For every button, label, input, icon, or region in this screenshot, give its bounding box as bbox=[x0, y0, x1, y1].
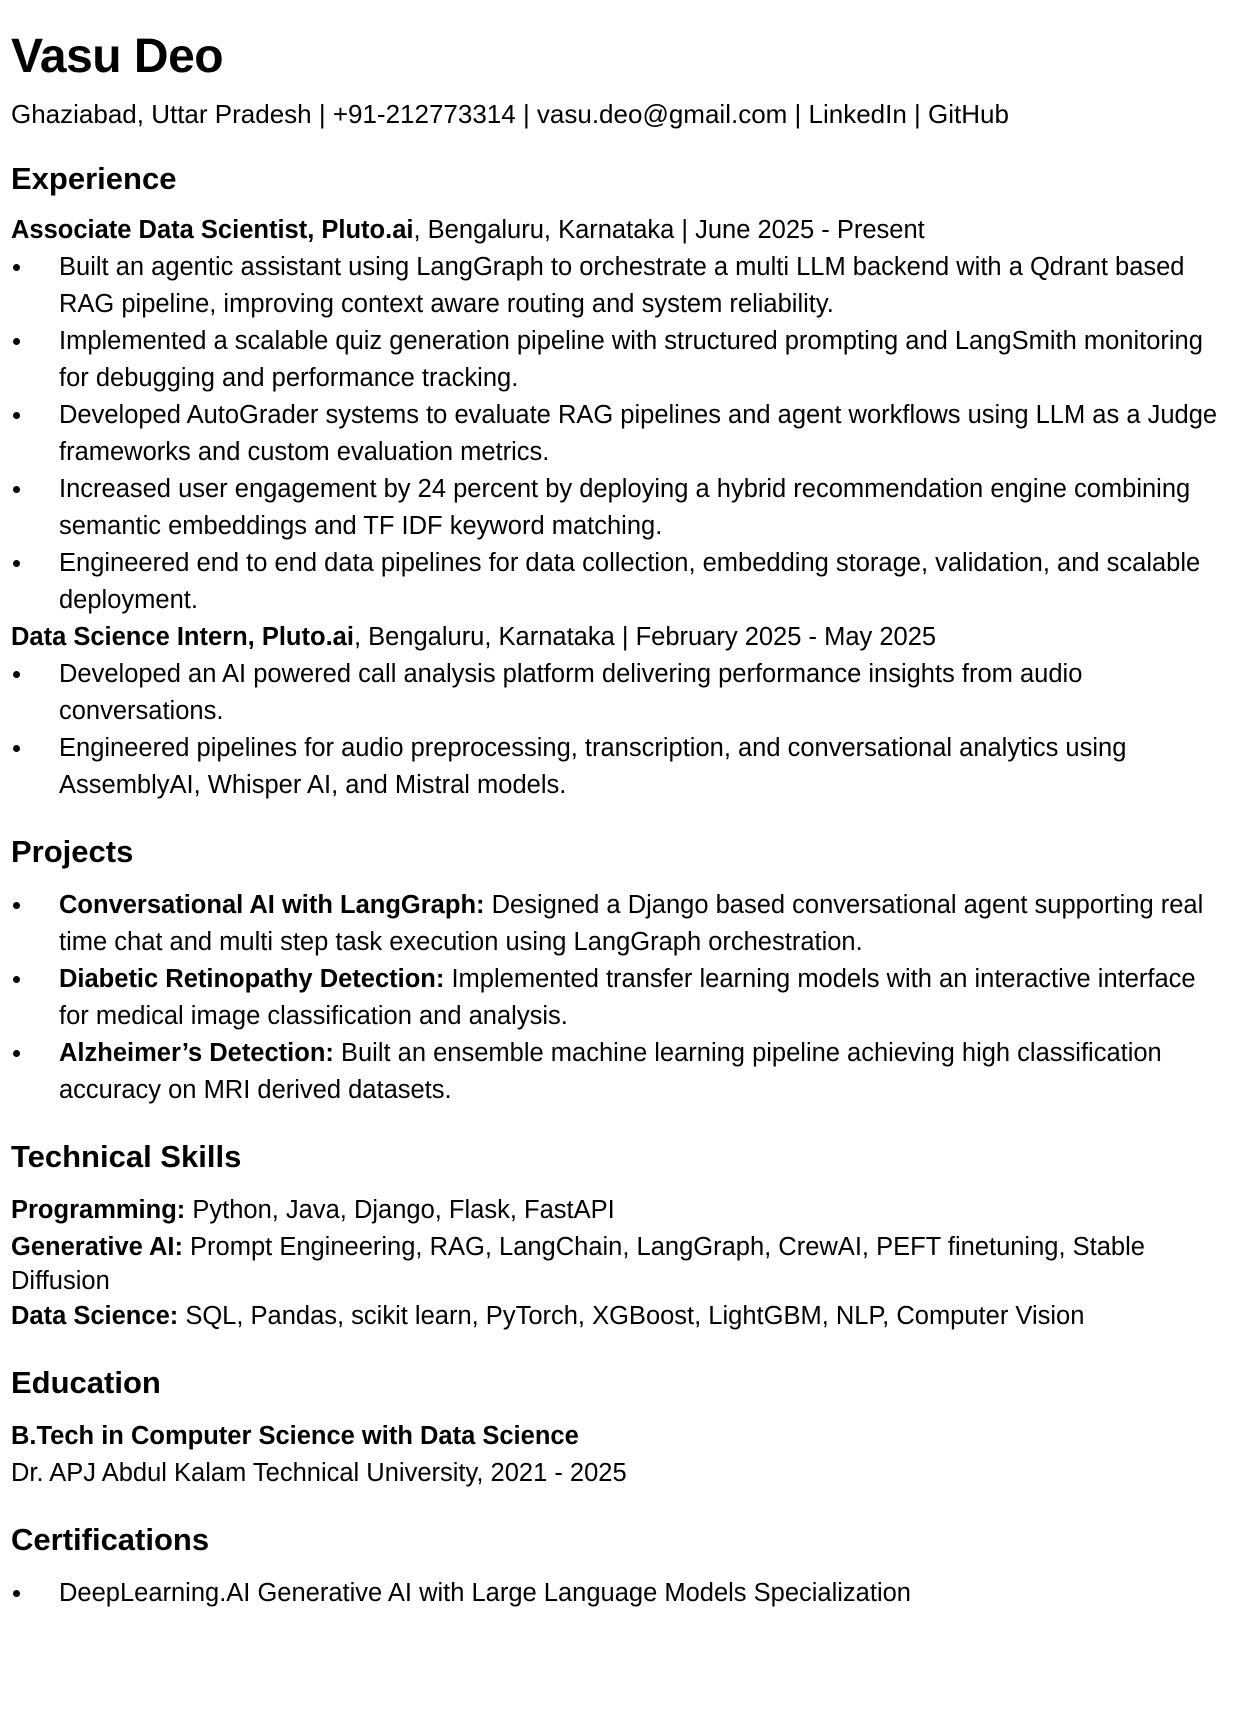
list-item: Developed an AI powered call analysis platform delivering performance insights from audio conversations. bbox=[11, 656, 1229, 730]
list-item: Implemented a scalable quiz generation pipeline with structured prompting and LangSmith monitoring for debugging and performance tracking. bbox=[11, 323, 1229, 397]
school: Dr. APJ Abdul Kalam Technical University, 2021 - 2025 bbox=[11, 1459, 627, 1487]
education-heading: Education bbox=[11, 1365, 161, 1400]
bullet-icon bbox=[13, 412, 20, 419]
bullet-icon bbox=[13, 264, 20, 271]
bullet-icon bbox=[13, 976, 20, 983]
project-name: Diabetic Retinopathy Detection: bbox=[59, 965, 445, 993]
project-text: Built an ensemble machine learning pipeline achieving high classification accuracy on MRI derived datasets. bbox=[59, 1039, 1162, 1104]
projects-heading: Projects bbox=[11, 834, 134, 869]
list-item bbox=[11, 961, 1229, 1035]
bullet-icon bbox=[13, 1050, 20, 1057]
bullet-icon bbox=[13, 1590, 20, 1597]
list-item: Increased user engagement by 24 percent by deploying a hybrid recommendation engine combining semantic embeddings and TF IDF keyword matching. bbox=[11, 471, 1229, 545]
list-item bbox=[11, 887, 1229, 961]
skills-heading: Technical Skills bbox=[11, 1139, 242, 1174]
resume-page bbox=[11, 0, 1241, 1612]
job-details: , Bengaluru, Karnataka | February 2025 - May 2025 bbox=[353, 623, 937, 651]
project-name: Conversational AI with LangGraph: bbox=[59, 891, 485, 919]
degree: B.Tech in Computer Science with Data Science bbox=[11, 1422, 579, 1450]
skills-value: Prompt Engineering, RAG, LangChain, LangGraph, CrewAI, PEFT finetuning, Stable Diffusion bbox=[11, 1233, 1145, 1295]
skills-value: SQL, Pandas, scikit learn, PyTorch, XGBoost, LightGBM, NLP, Computer Vision bbox=[178, 1302, 1085, 1330]
bullet-icon bbox=[13, 486, 20, 493]
project-name: Alzheimer’s Detection: bbox=[59, 1039, 334, 1067]
skills-row bbox=[11, 1229, 1221, 1298]
list-item bbox=[11, 1035, 1229, 1109]
skills-label: Data Science: bbox=[11, 1302, 179, 1330]
job-bullet-list bbox=[11, 656, 1241, 804]
certification-list bbox=[11, 1575, 1241, 1612]
list-item: Engineered pipelines for audio preprocessing, transcription, and conversational analytics using AssemblyAI, Whisper AI, and Mistral models. bbox=[11, 730, 1229, 804]
skills-label: Programming: bbox=[11, 1196, 186, 1224]
skills-row bbox=[11, 1298, 1221, 1335]
project-text: Designed a Django based conversational agent supporting real time chat and multi step task execution using LangGraph orchestration. bbox=[59, 891, 1204, 956]
job-bullet-list bbox=[11, 249, 1241, 619]
bullet-icon bbox=[13, 338, 20, 345]
skills-label: Generative AI: bbox=[11, 1233, 183, 1261]
contact-line: Ghaziabad, Uttar Pradesh | +91-212773314 | vasu.deo@gmail.com | LinkedIn | GitHub bbox=[11, 99, 1009, 129]
job-details: , Bengaluru, Karnataka | June 2025 - Present bbox=[413, 216, 925, 244]
job-role: Associate Data Scientist, Pluto.ai bbox=[11, 216, 414, 244]
bullet-icon bbox=[13, 560, 20, 567]
bullet-icon bbox=[13, 902, 20, 909]
candidate-name: Vasu Deo bbox=[11, 30, 224, 83]
bullet-icon bbox=[13, 671, 20, 678]
list-item: Built an agentic assistant using LangGraph to orchestrate a multi LLM backend with a Qdrant based RAG pipeline, improving context aware routing and system reliability. bbox=[11, 249, 1229, 323]
list-item: Developed AutoGrader systems to evaluate RAG pipelines and agent workflows using LLM as a Judge frameworks and custom evaluation metrics. bbox=[11, 397, 1229, 471]
certifications-heading: Certifications bbox=[11, 1522, 210, 1557]
list-item: DeepLearning.AI Generative AI with Large Language Models Specialization bbox=[11, 1575, 1229, 1612]
list-item: Engineered end to end data pipelines for data collection, embedding storage, validation, and scalable deployment. bbox=[11, 545, 1229, 619]
experience-heading: Experience bbox=[11, 161, 177, 196]
bullet-icon bbox=[13, 745, 20, 752]
project-list bbox=[11, 887, 1241, 1109]
job-role: Data Science Intern, Pluto.ai bbox=[11, 623, 354, 651]
job-header bbox=[11, 212, 1241, 249]
skills-value: Python, Java, Django, Flask, FastAPI bbox=[185, 1196, 615, 1224]
skills-row bbox=[11, 1192, 1221, 1229]
job-header bbox=[11, 619, 1241, 656]
project-text: Implemented transfer learning models with an interactive interface for medical image classification and analysis. bbox=[59, 965, 1196, 1030]
